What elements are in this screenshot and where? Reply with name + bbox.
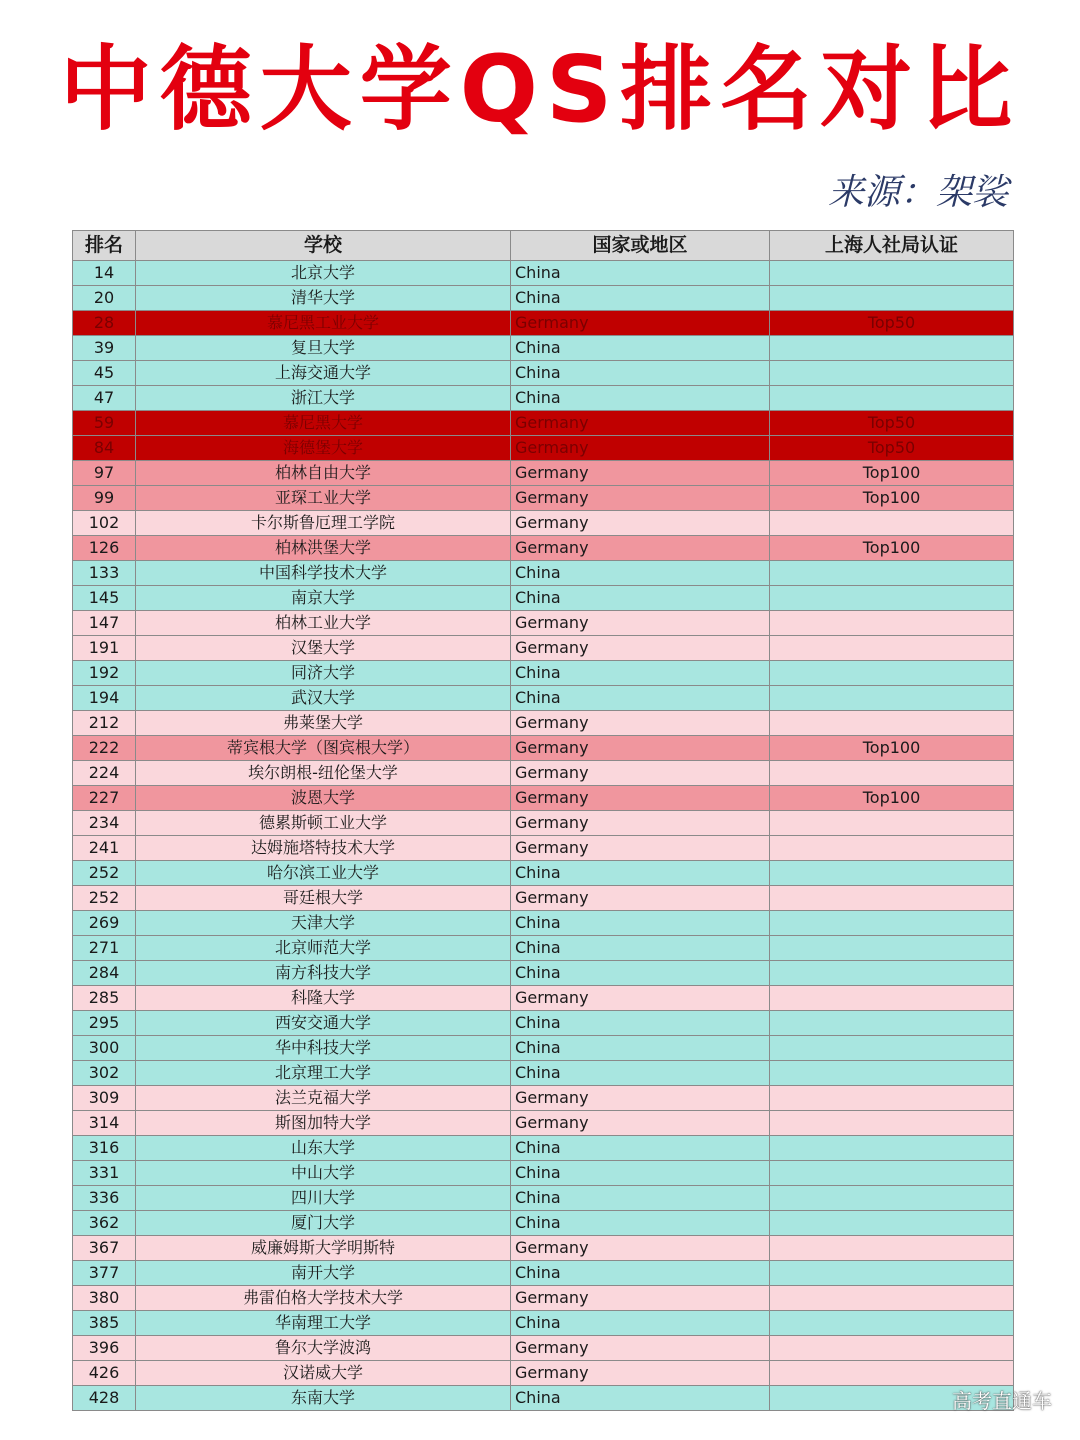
table-row [73,361,1014,386]
table-row [73,1311,1014,1336]
country-cell: Germany [511,736,770,761]
rank-cell: 367 [73,1236,136,1261]
certification-cell [770,861,1014,886]
country-cell: China [511,261,770,286]
table-header-row [73,231,1014,261]
rank-cell: 252 [73,861,136,886]
school-cell: 蒂宾根大学（图宾根大学） [136,736,511,761]
country-cell: Germany [511,436,770,461]
certification-cell [770,361,1014,386]
rank-cell: 97 [73,461,136,486]
table-row [73,336,1014,361]
country-cell: China [511,961,770,986]
country-cell: China [511,1311,770,1336]
school-cell: 柏林工业大学 [136,611,511,636]
certification-cell [770,936,1014,961]
country-cell: Germany [511,1236,770,1261]
table-row [73,686,1014,711]
ranking-table-container [72,230,1013,1411]
certification-cell [770,1161,1014,1186]
school-cell: 浙江大学 [136,386,511,411]
country-cell: China [511,661,770,686]
table-row [73,561,1014,586]
certification-cell [770,686,1014,711]
table-row [73,486,1014,511]
school-cell: 德累斯顿工业大学 [136,811,511,836]
rank-cell: 126 [73,536,136,561]
table-row [73,511,1014,536]
certification-cell [770,911,1014,936]
school-cell: 埃尔朗根-纽伦堡大学 [136,761,511,786]
header-school: 学校 [136,231,511,261]
rank-cell: 428 [73,1386,136,1411]
table-row [73,1011,1014,1036]
table-row [73,761,1014,786]
certification-cell [770,636,1014,661]
rank-cell: 102 [73,511,136,536]
certification-cell [770,1061,1014,1086]
table-row [73,961,1014,986]
school-cell: 中山大学 [136,1161,511,1186]
certification-cell [770,811,1014,836]
rank-cell: 300 [73,1036,136,1061]
rank-cell: 295 [73,1011,136,1036]
country-cell: Germany [511,1286,770,1311]
rank-cell: 84 [73,436,136,461]
table-row [73,311,1014,336]
rank-cell: 227 [73,786,136,811]
country-cell: Germany [511,636,770,661]
school-cell: 南方科技大学 [136,961,511,986]
certification-cell [770,1086,1014,1111]
rank-cell: 271 [73,936,136,961]
rank-cell: 396 [73,1336,136,1361]
table-row [73,1086,1014,1111]
rank-cell: 426 [73,1361,136,1386]
certification-cell: Top100 [770,736,1014,761]
country-cell: Germany [511,1336,770,1361]
certification-cell [770,386,1014,411]
certification-cell [770,836,1014,861]
table-row [73,661,1014,686]
country-cell: Germany [511,1361,770,1386]
table-row [73,1286,1014,1311]
school-cell: 西安交通大学 [136,1011,511,1036]
certification-cell [770,1136,1014,1161]
rank-cell: 377 [73,1261,136,1286]
school-cell: 天津大学 [136,911,511,936]
rank-cell: 380 [73,1286,136,1311]
country-cell: China [511,1136,770,1161]
certification-cell [770,1236,1014,1261]
table-row [73,386,1014,411]
school-cell: 亚琛工业大学 [136,486,511,511]
country-cell: Germany [511,1086,770,1111]
certification-cell [770,611,1014,636]
rank-cell: 133 [73,561,136,586]
country-cell: China [511,1211,770,1236]
table-row [73,1161,1014,1186]
school-cell: 武汉大学 [136,686,511,711]
table-row [73,711,1014,736]
school-cell: 卡尔斯鲁厄理工学院 [136,511,511,536]
table-row [73,736,1014,761]
header-rank: 排名 [73,231,136,261]
table-row [73,586,1014,611]
table-row [73,1136,1014,1161]
rank-cell: 284 [73,961,136,986]
rank-cell: 331 [73,1161,136,1186]
school-cell: 鲁尔大学波鸿 [136,1336,511,1361]
header-country: 国家或地区 [511,231,770,261]
rank-cell: 269 [73,911,136,936]
school-cell: 科隆大学 [136,986,511,1011]
country-cell: Germany [511,486,770,511]
table-row [73,1186,1014,1211]
certification-cell [770,586,1014,611]
rank-cell: 241 [73,836,136,861]
rank-cell: 385 [73,1311,136,1336]
country-cell: China [511,911,770,936]
certification-cell: Top50 [770,411,1014,436]
school-cell: 波恩大学 [136,786,511,811]
school-cell: 四川大学 [136,1186,511,1211]
table-row [73,1336,1014,1361]
school-cell: 山东大学 [136,1136,511,1161]
table-row [73,1036,1014,1061]
certification-cell: Top50 [770,311,1014,336]
country-cell: China [511,1261,770,1286]
certification-cell [770,1336,1014,1361]
country-cell: Germany [511,1111,770,1136]
country-cell: China [511,861,770,886]
school-cell: 上海交通大学 [136,361,511,386]
certification-cell: Top50 [770,436,1014,461]
country-cell: Germany [511,986,770,1011]
certification-cell [770,511,1014,536]
certification-cell [770,1361,1014,1386]
table-row [73,936,1014,961]
country-cell: Germany [511,461,770,486]
rank-cell: 194 [73,686,136,711]
country-cell: China [511,1186,770,1211]
certification-cell [770,1261,1014,1286]
table-row [73,636,1014,661]
certification-cell [770,561,1014,586]
certification-cell [770,711,1014,736]
country-cell: China [511,1011,770,1036]
school-cell: 慕尼黑工业大学 [136,311,511,336]
country-cell: China [511,1061,770,1086]
school-cell: 南京大学 [136,586,511,611]
certification-cell [770,1286,1014,1311]
rank-cell: 234 [73,811,136,836]
school-cell: 法兰克福大学 [136,1086,511,1111]
rank-cell: 14 [73,261,136,286]
school-cell: 柏林自由大学 [136,461,511,486]
school-cell: 北京师范大学 [136,936,511,961]
country-cell: Germany [511,761,770,786]
country-cell: China [511,936,770,961]
school-cell: 清华大学 [136,286,511,311]
table-row [73,986,1014,1011]
rank-cell: 191 [73,636,136,661]
rank-cell: 39 [73,336,136,361]
country-cell: China [511,586,770,611]
school-cell: 汉堡大学 [136,636,511,661]
table-row [73,861,1014,886]
table-row [73,261,1014,286]
country-cell: Germany [511,811,770,836]
rank-cell: 145 [73,586,136,611]
rank-cell: 20 [73,286,136,311]
rank-cell: 224 [73,761,136,786]
country-cell: China [511,686,770,711]
school-cell: 慕尼黑大学 [136,411,511,436]
table-row [73,536,1014,561]
table-body [73,261,1014,1411]
school-cell: 斯图加特大学 [136,1111,511,1136]
rank-cell: 222 [73,736,136,761]
table-row [73,911,1014,936]
table-row [73,1386,1014,1411]
rank-cell: 285 [73,986,136,1011]
rank-cell: 302 [73,1061,136,1086]
school-cell: 复旦大学 [136,336,511,361]
certification-cell [770,961,1014,986]
country-cell: Germany [511,711,770,736]
certification-cell: Top100 [770,536,1014,561]
table-row [73,836,1014,861]
school-cell: 弗雷伯格大学技术大学 [136,1286,511,1311]
country-cell: Germany [511,611,770,636]
table-row [73,461,1014,486]
school-cell: 哈尔滨工业大学 [136,861,511,886]
country-cell: Germany [511,886,770,911]
rank-cell: 336 [73,1186,136,1211]
school-cell: 同济大学 [136,661,511,686]
certification-cell [770,1186,1014,1211]
country-cell: Germany [511,786,770,811]
table-row [73,1061,1014,1086]
rank-cell: 99 [73,486,136,511]
rank-cell: 314 [73,1111,136,1136]
school-cell: 南开大学 [136,1261,511,1286]
certification-cell: Top100 [770,486,1014,511]
school-cell: 弗莱堡大学 [136,711,511,736]
certification-cell [770,1036,1014,1061]
school-cell: 东南大学 [136,1386,511,1411]
school-cell: 中国科学技术大学 [136,561,511,586]
certification-cell [770,661,1014,686]
table-row [73,811,1014,836]
certification-cell [770,761,1014,786]
certification-cell: Top100 [770,461,1014,486]
rank-cell: 316 [73,1136,136,1161]
country-cell: China [511,1036,770,1061]
country-cell: Germany [511,411,770,436]
rank-cell: 59 [73,411,136,436]
rank-cell: 309 [73,1086,136,1111]
school-cell: 威廉姆斯大学明斯特 [136,1236,511,1261]
country-cell: China [511,1161,770,1186]
table-row [73,611,1014,636]
certification-cell [770,986,1014,1011]
country-cell: Germany [511,536,770,561]
certification-cell [770,1211,1014,1236]
school-cell: 厦门大学 [136,1211,511,1236]
school-cell: 北京理工大学 [136,1061,511,1086]
rank-cell: 212 [73,711,136,736]
school-cell: 华南理工大学 [136,1311,511,1336]
source-credit: 来源：架裟 [827,172,1008,213]
country-cell: China [511,336,770,361]
school-cell: 哥廷根大学 [136,886,511,911]
rank-cell: 28 [73,311,136,336]
header-certification: 上海人社局认证 [770,231,1014,261]
rank-cell: 47 [73,386,136,411]
rank-cell: 362 [73,1211,136,1236]
certification-cell [770,1311,1014,1336]
school-cell: 达姆施塔特技术大学 [136,836,511,861]
table-row [73,411,1014,436]
country-cell: Germany [511,836,770,861]
country-cell: China [511,386,770,411]
country-cell: China [511,361,770,386]
table-row [73,1261,1014,1286]
table-row [73,1211,1014,1236]
school-cell: 海德堡大学 [136,436,511,461]
certification-cell: Top100 [770,786,1014,811]
rank-cell: 45 [73,361,136,386]
table-row [73,886,1014,911]
ranking-table [72,230,1014,1411]
watermark: 高考直通车 [952,1389,1052,1413]
school-cell: 北京大学 [136,261,511,286]
table-row [73,1361,1014,1386]
rank-cell: 192 [73,661,136,686]
country-cell: China [511,286,770,311]
page-title: 中德大学QS排名对比 [59,36,1021,143]
certification-cell [770,286,1014,311]
country-cell: Germany [511,311,770,336]
school-cell: 汉诺威大学 [136,1361,511,1386]
country-cell: China [511,1386,770,1411]
table-row [73,286,1014,311]
rank-cell: 252 [73,886,136,911]
certification-cell [770,336,1014,361]
school-cell: 柏林洪堡大学 [136,536,511,561]
certification-cell [770,261,1014,286]
rank-cell: 147 [73,611,136,636]
table-row [73,1111,1014,1136]
country-cell: China [511,561,770,586]
table-row [73,1236,1014,1261]
table-row [73,786,1014,811]
country-cell: Germany [511,511,770,536]
certification-cell [770,886,1014,911]
certification-cell [770,1111,1014,1136]
school-cell: 华中科技大学 [136,1036,511,1061]
table-row [73,436,1014,461]
certification-cell [770,1011,1014,1036]
